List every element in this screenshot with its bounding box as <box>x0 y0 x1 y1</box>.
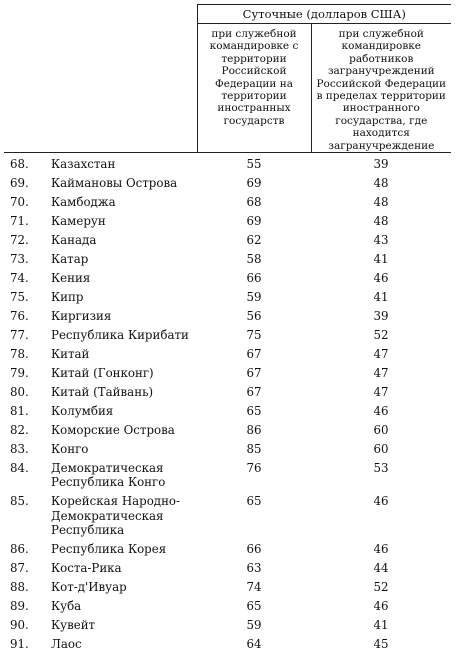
value-host-country: 41 <box>373 252 389 267</box>
table-row <box>4 492 451 540</box>
country-name: Коморские Острова <box>51 423 175 438</box>
table-row <box>4 193 451 212</box>
row-number: 75. <box>10 290 29 305</box>
country-name: Демократическая Республика Конго <box>51 461 166 490</box>
value-host-country: 46 <box>373 404 389 419</box>
value-host-country: 48 <box>373 176 389 191</box>
country-name: Каймановы Острова <box>51 176 178 191</box>
table-row <box>4 597 451 616</box>
row-number: 91. <box>10 637 29 652</box>
row-number: 77. <box>10 328 29 343</box>
table-row <box>4 307 451 326</box>
row-number: 78. <box>10 347 29 362</box>
row-number: 74. <box>10 271 29 286</box>
value-abroad: 85 <box>246 442 262 457</box>
row-number: 80. <box>10 385 29 400</box>
value-abroad: 67 <box>246 347 262 362</box>
value-host-country: 44 <box>373 561 389 576</box>
value-host-country: 41 <box>373 618 389 633</box>
table-body <box>4 153 451 654</box>
row-number: 86. <box>10 542 29 557</box>
table-row <box>4 364 451 383</box>
table-row <box>4 578 451 597</box>
country-name: Кувейт <box>51 618 96 633</box>
row-number: 83. <box>10 442 29 457</box>
country-name: Камерун <box>51 214 106 229</box>
value-abroad: 69 <box>246 176 262 191</box>
value-abroad: 75 <box>246 328 262 343</box>
value-host-country: 46 <box>373 599 389 614</box>
value-abroad: 86 <box>246 423 262 438</box>
row-number: 82. <box>10 423 29 438</box>
table-row <box>4 288 451 307</box>
value-abroad: 65 <box>246 404 262 419</box>
header-col-within-host-country: при служебной командировке работников загранучреждений Российской Федерации в пределах территории иностранного государства, где находится загранучреждение <box>311 24 451 153</box>
value-abroad: 74 <box>246 580 262 595</box>
country-name: Лаос <box>51 637 82 652</box>
table-row <box>4 345 451 364</box>
value-host-country: 46 <box>373 494 389 509</box>
row-number: 73. <box>10 252 29 267</box>
row-number: 84. <box>10 461 29 476</box>
table-row <box>4 212 451 231</box>
value-abroad: 59 <box>246 290 262 305</box>
table-row <box>4 174 451 193</box>
value-host-country: 52 <box>373 580 389 595</box>
value-host-country: 46 <box>373 542 389 557</box>
table-row <box>4 459 451 492</box>
country-name: Колумбия <box>51 404 114 419</box>
country-name: Республика Кирибати <box>51 328 189 343</box>
table-row <box>4 616 451 635</box>
table-row <box>4 231 451 250</box>
value-host-country: 39 <box>311 153 451 174</box>
country-name: Куба <box>51 599 82 614</box>
value-host-country: 39 <box>373 309 389 324</box>
table-row <box>4 250 451 269</box>
row-number: 71. <box>10 214 29 229</box>
value-host-country: 47 <box>373 385 389 400</box>
country-name: Корейская Народно-Демократическая Республика <box>51 494 181 538</box>
country-name: Киргизия <box>51 309 112 324</box>
value-abroad: 67 <box>246 366 262 381</box>
value-host-country: 52 <box>373 328 389 343</box>
country-name: Кот-д'Ивуар <box>51 580 127 595</box>
table-row <box>4 540 451 559</box>
table-row <box>4 269 451 288</box>
value-host-country: 53 <box>373 461 389 476</box>
row-number: 76. <box>10 309 29 324</box>
value-host-country: 60 <box>373 423 389 438</box>
table-row <box>4 383 451 402</box>
row-number: 69. <box>10 176 29 191</box>
value-host-country: 47 <box>373 366 389 381</box>
value-abroad: 56 <box>246 309 262 324</box>
value-host-country: 43 <box>373 233 389 248</box>
value-abroad: 66 <box>246 542 262 557</box>
row-number: 68. <box>4 153 50 174</box>
value-abroad: 59 <box>246 618 262 633</box>
table-row <box>4 635 451 654</box>
row-number: 70. <box>10 195 29 210</box>
value-abroad: 68 <box>246 195 262 210</box>
value-host-country: 47 <box>373 347 389 362</box>
header-group-daily-allowance: Суточные (долларов США) <box>197 5 451 24</box>
row-number: 72. <box>10 233 29 248</box>
table-row <box>4 402 451 421</box>
row-number: 85. <box>10 494 29 509</box>
value-host-country: 46 <box>373 271 389 286</box>
table-row <box>4 153 451 174</box>
country-name: Коста-Рика <box>51 561 122 576</box>
table-row <box>4 421 451 440</box>
table-row <box>4 559 451 578</box>
value-host-country: 48 <box>373 214 389 229</box>
value-abroad: 67 <box>246 385 262 400</box>
country-name: Кения <box>51 271 91 286</box>
value-abroad: 65 <box>246 494 262 509</box>
table-row <box>4 440 451 459</box>
row-number: 81. <box>10 404 29 419</box>
value-abroad: 64 <box>246 637 262 652</box>
value-abroad: 76 <box>246 461 262 476</box>
value-abroad: 66 <box>246 271 262 286</box>
value-abroad: 65 <box>246 599 262 614</box>
country-name: Камбоджа <box>51 195 116 210</box>
empty-header-cell <box>4 5 197 153</box>
value-abroad: 55 <box>197 153 311 174</box>
table-row <box>4 326 451 345</box>
country-name: Республика Корея <box>51 542 167 557</box>
value-abroad: 69 <box>246 214 262 229</box>
country-name: Казахстан <box>50 153 197 174</box>
row-number: 88. <box>10 580 29 595</box>
country-name: Кипр <box>51 290 84 305</box>
country-name: Китай (Тайвань) <box>51 385 154 400</box>
country-name: Китай (Гонконг) <box>51 366 154 381</box>
value-host-country: 41 <box>373 290 389 305</box>
header-col-abroad-from-russia: при служебной командировке с территории Российской Федерации на территории иностранных государств <box>197 24 311 153</box>
value-abroad: 58 <box>246 252 262 267</box>
per-diem-table <box>4 4 451 654</box>
value-host-country: 48 <box>373 195 389 210</box>
value-host-country: 60 <box>373 442 389 457</box>
row-number: 79. <box>10 366 29 381</box>
country-name: Конго <box>51 442 89 457</box>
country-name: Катар <box>51 252 89 267</box>
country-name: Китай <box>51 347 90 362</box>
value-abroad: 63 <box>246 561 262 576</box>
row-number: 87. <box>10 561 29 576</box>
country-name: Канада <box>51 233 97 248</box>
value-host-country: 45 <box>373 637 389 652</box>
row-number: 90. <box>10 618 29 633</box>
row-number: 89. <box>10 599 29 614</box>
value-abroad: 62 <box>246 233 262 248</box>
